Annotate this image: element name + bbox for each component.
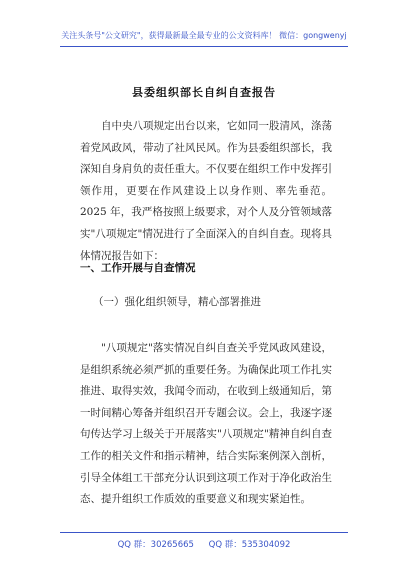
footer-contact — [0, 538, 408, 550]
intro-paragraph: 自中央八项规定出台以来，它如同一股清风，涤荡着党风政风，带动了社风民风。作为县委组织部长，我深知自身肩负的责任重大。不仅要在组织工作中发挥引领作用，更要在作风建设上以身作则、率先垂范。2025 年，我严格按照上级要求，对个人及分管领域落实"八项规定"情况进行了全面深入的自纠自查。现将具体情况报告如下： — [80, 120, 332, 262]
header-banner: 关注头条号"公文研究"，获得最新最全最专业的公文资料库！ 微信：gongwenyj — [61, 31, 347, 40]
footer-divider — [60, 532, 348, 533]
subsection-paragraph: "八项规定"落实情况自纠自查关乎党风政风建设，是组织系统必须严抓的重要任务。为确保此项工作扎实推进、取得实效，我闻令而动，在收到上级通知后，第一时间精心筹备并组织召开专题会议。会上，我逐字逐句传达学习上级关于开展落实"八项规定"精神自纠自查工作的相关文件和指示精神，结合实际案例深入剖析，引导全体组工干部充分认识到这项工作对于净化政治生态、提升组织工作质效的重要意义和现实紧迫性。 — [80, 342, 332, 506]
document-title: 县委组织部长自纠自查报告 — [132, 86, 276, 99]
subsection-heading: （一）强化组织领导，精心部署推进 — [93, 296, 261, 308]
header-divider — [60, 46, 348, 47]
qq-group-2: QQ 群：535304092 — [208, 540, 291, 550]
qq-group-1: QQ 群：30265665 — [117, 540, 194, 550]
section-heading: 一、工作开展与自查情况 — [80, 262, 196, 274]
